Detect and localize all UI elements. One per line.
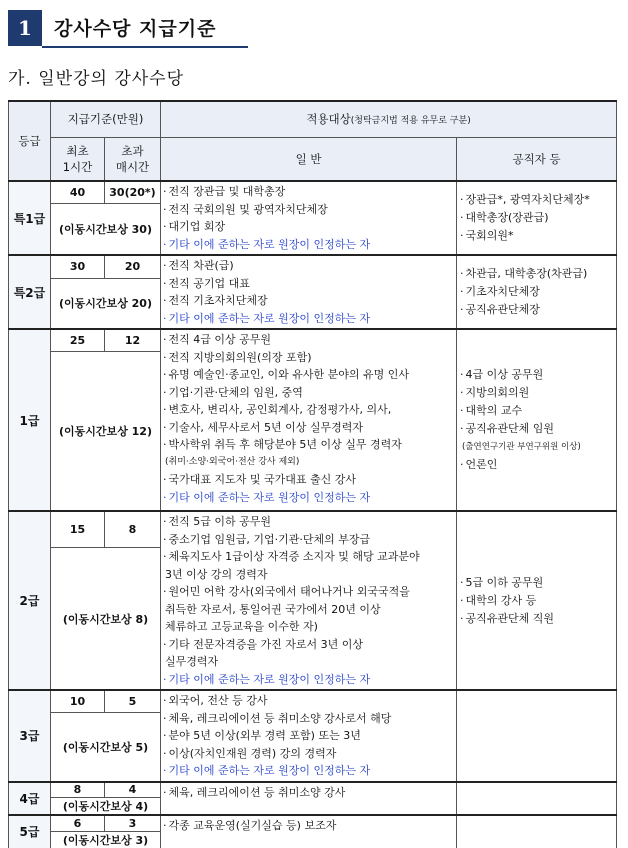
public-target-item: · 5급 이하 공무원	[460, 574, 613, 592]
first-hour-fee: 25	[51, 329, 105, 351]
title-underline	[42, 46, 248, 48]
travel-compensation: (이동시간보상 8)	[51, 548, 161, 690]
general-target-item: · 체육지도사 1급이상 자격증 소지자 및 해당 교과분야	[163, 548, 454, 566]
public-target-item: · 공직유관단체장	[460, 301, 613, 319]
general-target-list	[161, 255, 457, 329]
fee-table	[8, 100, 617, 848]
public-target-list	[457, 815, 617, 848]
extra-hour-fee: 4	[105, 782, 161, 798]
first-hour-fee: 8	[51, 782, 105, 798]
header-first-hour	[51, 137, 105, 181]
general-target-other: · 기타 이에 준하는 자로 원장이 인정하는 자	[163, 310, 454, 328]
section-title: 강사수당 지급기준	[54, 18, 217, 40]
public-target-list	[457, 181, 617, 255]
fee-table-body	[9, 181, 617, 848]
general-target-item: · 이상(자치인재원 경력) 강의 경력자	[163, 745, 454, 763]
first-hour-fee: 15	[51, 511, 105, 548]
general-target-list	[161, 782, 457, 816]
general-target-item: · 체육, 레크리에이션 등 취미소양 강사	[163, 784, 454, 802]
table-row	[9, 815, 617, 831]
general-target-item: 취득한 자로서, 통일어권 국가에서 20년 이상	[165, 602, 381, 616]
general-target-other: · 기타 이에 준하는 자로 원장이 인정하는 자	[163, 489, 454, 507]
general-target-item: · 전직 장관급 및 대학총장	[163, 183, 454, 201]
grade-cell: 4급	[9, 782, 51, 816]
extra-hour-fee: 8	[105, 511, 161, 548]
grade-cell: 2급	[9, 511, 51, 690]
extra-hour-fee: 20	[105, 255, 161, 278]
header-target-label: 적용대상	[306, 112, 351, 127]
public-target-item: · 대학의 교수	[460, 402, 613, 420]
fee-table-container	[8, 100, 616, 848]
first-hour-fee: 40	[51, 181, 105, 204]
general-target-item: · 전직 5급 이하 공무원	[163, 513, 454, 531]
general-target-item: · 전직 4급 이상 공무원	[163, 331, 454, 349]
general-target-item: · 기술사, 세무사로서 5년 이상 실무경력자	[163, 419, 454, 437]
public-target-list	[457, 511, 617, 690]
public-target-list	[457, 690, 617, 782]
table-row	[9, 511, 617, 548]
public-target-item: · 장관급*, 광역자치단체장*	[460, 191, 613, 209]
public-target-item: · 대학의 강사 등	[460, 592, 613, 610]
general-target-item: 실무경력자	[165, 655, 219, 668]
header-extra-line1: 초과	[121, 143, 144, 158]
table-row	[9, 255, 617, 278]
grade-cell: 5급	[9, 815, 51, 848]
general-target-item: · 각종 교육운영(실기실습 등) 보조자	[163, 817, 454, 835]
travel-compensation: (이동시간보상 20)	[51, 278, 161, 329]
public-target-list	[457, 329, 617, 511]
general-target-item: · 전직 국회의원 및 광역자치단체장	[163, 201, 454, 219]
extra-hour-fee: 30(20*)	[105, 181, 161, 204]
general-target-item: 3년 이상 강의 경력자	[165, 567, 268, 581]
grade-cell: 특2급	[9, 255, 51, 329]
general-target-item: · 전직 공기업 대표	[163, 275, 454, 293]
travel-compensation: (이동시간보상 4)	[51, 798, 161, 816]
travel-compensation: (이동시간보상 12)	[51, 351, 161, 511]
general-target-list	[161, 815, 457, 848]
general-target-item: · 기타 전문자격증을 가진 자로서 3년 이상	[163, 636, 454, 654]
first-hour-fee: 10	[51, 690, 105, 712]
general-target-item: · 전직 지방의회의원(의장 포함)	[163, 349, 454, 367]
general-target-item: · 기업·기관·단체의 임원, 중역	[163, 384, 454, 402]
grade-cell: 1급	[9, 329, 51, 511]
table-row	[9, 181, 617, 204]
header-basis: 지급기준(만원)	[51, 101, 161, 137]
general-target-item: · 체육, 레크리에이션 등 취미소양 강사로서 해당	[163, 710, 454, 728]
general-target-other: · 기타 이에 준하는 자로 원장이 인정하는 자	[163, 236, 454, 254]
grade-cell: 3급	[9, 690, 51, 782]
public-target-list	[457, 255, 617, 329]
general-target-item: (취미·소양·외국어·전산 강사 제외)	[165, 456, 300, 467]
general-target-other: · 기타 이에 준하는 자로 원장이 인정하는 자	[163, 671, 454, 689]
general-target-item: · 중소기업 임원급, 기업·기관·단체의 부장급	[163, 531, 454, 549]
first-hour-fee: 30	[51, 255, 105, 278]
general-target-item: · 유명 예술인·종교인, 이와 유사한 분야의 유명 인사	[163, 366, 454, 384]
public-target-item: · 공직유관단체 임원	[460, 420, 613, 438]
public-target-item: · 4급 이상 공무원	[460, 366, 613, 384]
public-target-item: · 지방의회의원	[460, 384, 613, 402]
header-first-line1: 최초	[66, 143, 89, 158]
public-target-item: · 국회의원*	[460, 227, 613, 245]
general-target-list	[161, 329, 457, 511]
general-target-item: 체류하고 고등교육을 이수한 자)	[165, 620, 318, 633]
public-target-list	[457, 782, 617, 816]
general-target-other: · 기타 이에 준하는 자로 원장이 인정하는 자	[163, 762, 454, 780]
subsection-title: 가. 일반강의 강사수당	[8, 69, 185, 89]
travel-compensation: (이동시간보상 3)	[51, 831, 161, 848]
extra-hour-fee: 3	[105, 815, 161, 831]
public-target-item: · 대학총장(장관급)	[460, 209, 613, 227]
table-row	[9, 782, 617, 798]
table-row	[9, 690, 617, 712]
header-extra-hour	[105, 137, 161, 181]
public-target-item: · 언론인	[460, 456, 613, 474]
general-target-item: · 전직 차관(급)	[163, 257, 454, 275]
public-target-item: · 기초자치단체장	[460, 283, 613, 301]
extra-hour-fee: 12	[105, 329, 161, 351]
extra-hour-fee: 5	[105, 690, 161, 712]
header-general: 일 반	[161, 137, 457, 181]
header-extra-line2: 매시간	[115, 159, 150, 174]
header-public: 공직자 등	[457, 137, 617, 181]
general-target-item: · 박사학위 취득 후 해당분야 5년 이상 실무 경력자	[163, 436, 454, 454]
header-grade: 등급	[9, 101, 51, 181]
general-target-list	[161, 690, 457, 782]
travel-compensation: (이동시간보상 5)	[51, 712, 161, 781]
section-number: 1	[8, 10, 42, 46]
header-target-note: (청탁금지법 적용 유무로 구분)	[350, 116, 471, 127]
general-target-list	[161, 511, 457, 690]
travel-compensation: (이동시간보상 30)	[51, 204, 161, 255]
general-target-item: · 변호사, 변리사, 공인회계사, 감정평가사, 의사,	[163, 401, 454, 419]
public-target-item: · 공직유관단체 직원	[460, 610, 613, 628]
public-target-item: (출연연구기관 부연구위원 이상)	[462, 442, 581, 452]
first-hour-fee: 6	[51, 815, 105, 831]
table-row	[9, 329, 617, 351]
general-target-item: · 외국어, 전산 등 강사	[163, 692, 454, 710]
general-target-item: · 분야 5년 이상(외부 경력 포함) 또는 3년	[163, 727, 454, 745]
header-target	[161, 101, 617, 137]
general-target-list	[161, 181, 457, 255]
header-first-line2: 1시간	[62, 159, 93, 174]
public-target-item: · 차관급, 대학총장(차관급)	[460, 265, 613, 283]
grade-cell: 특1급	[9, 181, 51, 255]
general-target-item: · 원어민 어학 강사(외국에서 태어나거나 외국국적을	[163, 583, 454, 601]
general-target-item: · 대기업 회장	[163, 218, 454, 236]
section-header	[8, 10, 248, 50]
general-target-item: · 국가대표 지도자 및 국가대표 출신 강사	[163, 471, 454, 489]
general-target-item: · 전직 기초자치단체장	[163, 292, 454, 310]
